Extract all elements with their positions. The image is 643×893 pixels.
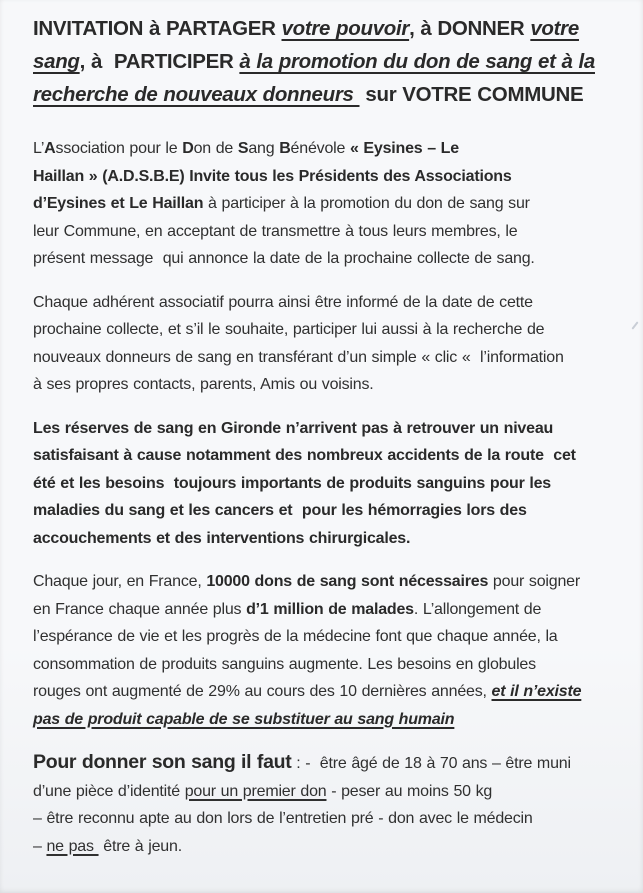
paragraph-intro bbox=[33, 135, 618, 273]
text-run: d’une pièce d’identité bbox=[33, 782, 185, 800]
text-run: pour un premier don bbox=[184, 782, 327, 800]
paragraph-heading bbox=[33, 12, 618, 111]
text-run: en France chaque année plus bbox=[33, 600, 247, 618]
text-run: énévole bbox=[290, 140, 350, 157]
text-run: nouveaux donneurs de sang en transférant d’un simple « clic « l’information bbox=[33, 348, 564, 366]
text-run: sang bbox=[33, 50, 80, 73]
text-run: pas de produit capable de se substituer au sang humain bbox=[33, 710, 455, 728]
paragraph-adherents bbox=[33, 289, 618, 399]
text-run: Pour donner son sang il faut bbox=[33, 751, 292, 773]
text-run: . L’allongement de bbox=[413, 600, 542, 618]
paragraph-conditions bbox=[33, 749, 618, 860]
text-run: : - être âgé de 18 à 70 ans – être muni bbox=[291, 755, 571, 772]
text-run: A bbox=[44, 140, 56, 157]
text-run: recherche de nouveaux donneurs bbox=[33, 83, 360, 106]
text-run: L’ bbox=[33, 140, 45, 157]
text-run: leur Commune, en acceptant de transmettre à tous leurs membres, le bbox=[33, 222, 518, 240]
paragraph-besoins bbox=[33, 568, 618, 733]
text-run: on de bbox=[193, 140, 238, 157]
text-run: d’Eysines et Le Haillan bbox=[33, 195, 209, 212]
text-run: été et les besoins toujours importants de produits sanguins pour les bbox=[33, 474, 552, 492]
text-run: sur VOTRE COMMUNE bbox=[359, 83, 584, 106]
text-run: maladies du sang et les cancers et pour les hémorragies lors des bbox=[33, 502, 527, 519]
text-run: accouchements et des interventions chirurgicales. bbox=[33, 529, 411, 547]
text-run: Chaque jour, en France, bbox=[33, 573, 207, 590]
text-run: et il n’existe bbox=[491, 683, 582, 700]
text-run: ssociation pour le bbox=[55, 140, 183, 157]
text-run: – bbox=[33, 837, 47, 855]
text-run: consommation de produits sanguins augmente. Les besoins en globules bbox=[33, 655, 536, 673]
text-run: pour soigner bbox=[488, 573, 580, 590]
text-run: présent message qui annonce la date de la prochaine collecte de sang. bbox=[33, 250, 535, 267]
text-run: prochaine collecte, et s’il le souhaite, participer lui aussi à la recherche de bbox=[33, 321, 545, 338]
document-body bbox=[33, 12, 618, 860]
text-run: - peser au moins 50 kg bbox=[326, 782, 493, 800]
text-run: B bbox=[279, 140, 291, 157]
text-run: , à DONNER bbox=[409, 17, 531, 40]
text-run: rouges ont augmenté de 29% au cours des 10 dernières années, bbox=[33, 683, 492, 700]
text-run: l’espérance de vie et les progrès de la médecine font que chaque année, la bbox=[33, 628, 558, 645]
text-run: INVITATION à PARTAGER bbox=[33, 17, 282, 40]
text-run: votre bbox=[530, 17, 579, 40]
text-run: Chaque adhérent associatif pourra ainsi être informé de la date de cette bbox=[33, 293, 533, 311]
text-run: à ses propres contacts, parents, Amis ou voisins. bbox=[33, 376, 374, 393]
text-run: à la promotion du don de sang et à la bbox=[239, 50, 595, 73]
text-run: ne pas bbox=[46, 837, 99, 855]
text-run: satisfaisant à cause notamment des nombreux accidents de la route cet bbox=[33, 447, 576, 464]
paragraph-reserves bbox=[33, 415, 618, 553]
text-run: être à jeun. bbox=[98, 837, 182, 855]
text-run: ang bbox=[248, 140, 280, 157]
text-run: S bbox=[237, 140, 249, 157]
text-run: Les réserves de sang en Gironde n’arrivent pas à retrouver un niveau bbox=[33, 419, 554, 437]
text-run: d’1 million de malades bbox=[246, 600, 414, 618]
text-run: « Eysines – Le bbox=[349, 140, 459, 157]
text-run: D bbox=[182, 140, 194, 157]
text-run: – être reconnu apte au don lors de l’entretien pré - don avec le médecin bbox=[33, 810, 533, 827]
text-run: à participer à la promotion du don de sang sur bbox=[208, 195, 530, 212]
text-run: Haillan » (A.D.S.B.E) Invite tous les Présidents des Associations bbox=[33, 167, 512, 185]
scan-artifact-speck bbox=[631, 321, 638, 329]
text-run: 10000 dons de sang sont nécessaires bbox=[206, 573, 489, 590]
text-run: votre pouvoir bbox=[281, 17, 410, 40]
text-run: , à PARTICIPER bbox=[79, 50, 240, 73]
